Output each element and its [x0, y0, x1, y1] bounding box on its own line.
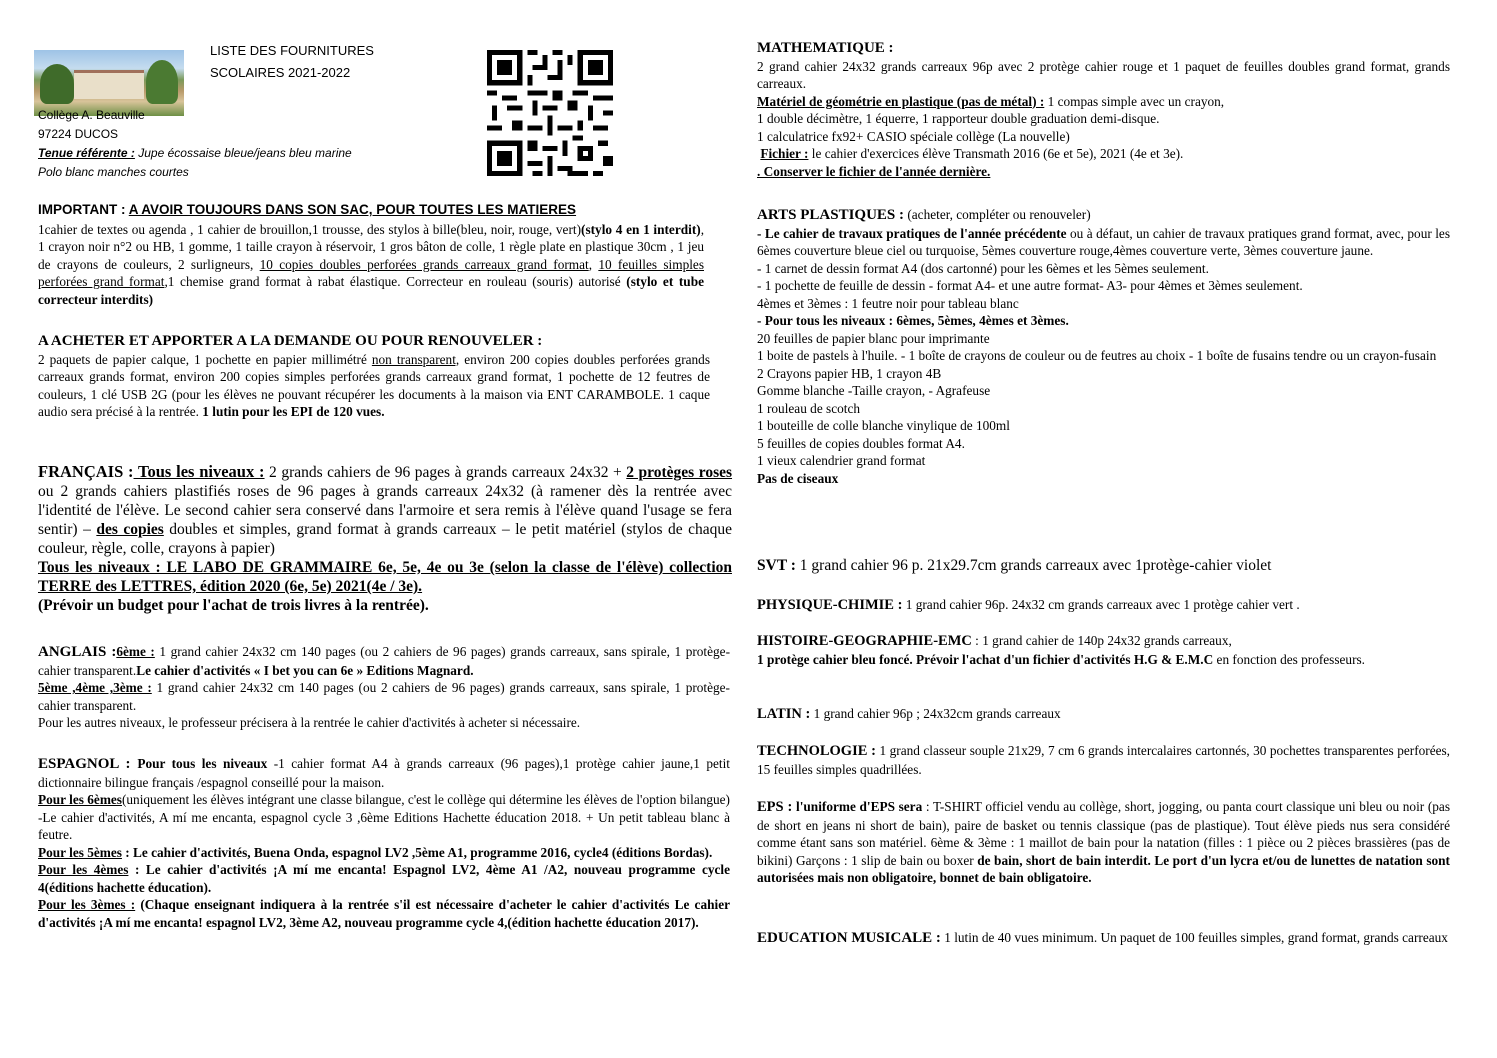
anglais-bold: Le cahier d'activités « I bet you can 6e » Editions Magnard.: [136, 662, 474, 678]
histoire-label: HISTOIRE-GEOGRAPHIE-EMC: [757, 633, 972, 649]
physique-text: 1 grand cahier 96p. 24x32 cm grands carreaux avec 1 protège cahier vert .: [902, 597, 1300, 612]
acheter-heading: A ACHETER ET APPORTER A LA DEMANDE OU POUR RENOUVELER :: [38, 333, 543, 349]
important-label: IMPORTANT :: [38, 202, 129, 217]
tree-shape: [40, 64, 74, 104]
important-bold: (stylo et tube correcteur interdits): [38, 274, 704, 307]
francais-section: [38, 462, 732, 615]
latin-section: [757, 705, 1450, 724]
musique-text: 1 lutin de 40 vues minimum. Un paquet de 100 feuilles simples, grand format, grands carreaux: [940, 930, 1448, 945]
eps-label: EPS :: [757, 799, 793, 815]
anglais-5eme: 5ème ,4ème ,3ème :: [38, 680, 152, 695]
arts-item: 1 boite de pastels à l'huile. - 1 boîte de crayons de couleur ou de feutres au choix - 1 boîte de fusains tendre ou un crayon-fusain: [757, 348, 1437, 363]
important-text: 1cahier de textes ou agenda , 1 cahier de brouillon,1 trousse, des stylos à bille(bleu, noir, rouge, vert): [38, 221, 582, 237]
important-bold: (stylo 4 en 1 interdit): [581, 221, 701, 237]
francais-text: ou 2 grands cahiers plastifiés roses de 96 pages à grands carreaux 24x32 (à ramener dès la rentrée avec l'identité de l'élève. Le second cahier sera conservé dans l'armoire et sera remis à l'élève quand l'usage se fera sentir) –: [38, 483, 732, 538]
physique-section: [757, 596, 1450, 615]
anglais-section: [38, 643, 730, 732]
anglais-6eme: 6ème :: [116, 644, 155, 659]
svt-text: 1 grand cahier 96 p. 21x29.7cm grands carreaux avec 1protège-cahier violet: [795, 557, 1272, 574]
important-heading: A AVOIR TOUJOURS DANS SON SAC, POUR TOUTES LES MATIERES: [128, 202, 577, 217]
arts-item: - Pour tous les niveaux : 6èmes, 5èmes, 4èmes et 3èmes.: [757, 313, 1069, 328]
qr-code: [486, 50, 614, 176]
eps-bold: de bain, short de bain interdit. Le port d'un lycra et/ou de lunettes de natation sont autorisées mais non obligatoire, bonnet de bain obligatoire.: [757, 852, 1450, 885]
latin-label: LATIN :: [757, 706, 811, 722]
anglais-text: 1 grand cahier 24x32 cm 140 pages (ou 2 cahiers de 96 pages) grands carreaux, sans spirale, 1 protège-cahier transparent.: [38, 644, 731, 678]
anglais-label: ANGLAIS :: [38, 644, 117, 660]
arts-item: 5 feuilles de copies doubles format A4.: [757, 435, 965, 451]
important-underline: 10 feuilles simples perforées grand format: [38, 256, 704, 289]
francais-labo: Tous les niveaux : LE LABO DE GRAMMAIRE 6e, 5e, 4e ou 3e (selon la classe de l'élève) collection TERRE des LETTRES, édition 2020 (6e, 5e) 2021(4e / 3e).: [38, 559, 732, 595]
school-name: Collège A. Beauville: [38, 108, 145, 122]
espagnol-text: : Le cahier d'activités ¡A mí me encanta! Espagnol LV2, 4ème A1 /A2, nouveau programme cycle 4(éditions hachette éducation).: [38, 862, 731, 895]
school-info: [38, 106, 352, 182]
arts-item: Pas de ciseaux: [757, 470, 839, 486]
histoire-text: : 1 grand cahier de 140p 24x32 grands carreaux,: [971, 633, 1232, 648]
maths-text: 1 calculatrice fx92+ CASIO spéciale collège (La nouvelle): [757, 128, 1070, 144]
arts-item: 1 vieux calendrier grand format: [757, 453, 926, 468]
arts-heading: ARTS PLASTIQUES :: [757, 207, 905, 223]
espagnol-label: ESPAGNOL :: [38, 756, 138, 772]
techno-text: 1 grand classeur souple 21x29, 7 cm 6 grands intercalaires cartonnés, 30 pochettes transparentes perforées, 15 feuilles simples quadrillées.: [757, 743, 1450, 777]
maths-text: 2 grand cahier 24x32 grands carreaux 96p avec 2 protège cahier rouge et 1 paquet de feuilles doubles grand format, grands carreaux.: [757, 58, 1450, 91]
francais-text: 2 grands cahiers de 96 pages à grands carreaux 24x32 +: [264, 464, 627, 481]
acheter-section: [38, 333, 710, 421]
tenue-label: Tenue référente :: [38, 146, 135, 160]
document-title: [210, 40, 374, 84]
arts-item: - 1 carnet de dessin format A4 (dos cartonné) pour les 6èmes et les 5èmes seulement.: [757, 260, 1209, 276]
latin-text: 1 grand cahier 96p ; 24x32cm grands carreaux: [810, 706, 1061, 721]
espagnol-text: (Chaque enseignant indiquera à la rentrée s'il est nécessaire d'acheter le cahier d'activités Le cahier d'activités ¡A mí me encanta! espagnol LV2, 3ème A2, nouveau programme cycle 4,(édition hachette éducation 2017).: [38, 897, 730, 930]
arts-item: 2 Crayons papier HB, 1 crayon 4B: [757, 365, 942, 381]
espagnol-6emes: Pour les 6èmes: [38, 792, 122, 807]
title-line-1: LISTE DES FOURNITURES: [210, 43, 374, 58]
school-city: 97224 DUCOS: [38, 127, 119, 141]
important-underline: 10 copies doubles perforées grands carreaux grand format: [259, 256, 589, 272]
important-text: ,1 chemise grand format à rabat élastique. Correcteur en rouleau (souris) autorisé: [164, 274, 627, 289]
arts-bold: - Le cahier de travaux pratiques de l'année précédente: [757, 225, 1067, 241]
svt-section: [757, 556, 1450, 575]
musique-label: EDUCATION MUSICALE :: [757, 930, 941, 946]
arts-item: 20 feuilles de papier blanc pour imprimante: [757, 330, 990, 346]
maths-geometrie: Matériel de géométrie en plastique (pas de métal) :: [757, 93, 1045, 109]
musique-section: [757, 929, 1450, 948]
eps-bold: l'uniforme d'EPS sera: [792, 799, 923, 814]
arts-item: 1 rouleau de scotch: [757, 400, 861, 416]
maths-section: [757, 40, 1450, 180]
eps-text: : T-SHIRT officiel vendu au collège, short, jogging, ou panta court classique uni bleu ou noir (pas de short en jeans ni short de bain), paire de basket ou tennis classique (pas de plastique). Tout élève pieds nus sera considéré comme étant sans son matériel. 6ème & 3ème : 1 maillot de bain pour la natation (filles : 1 pièce ou 2 pièces brassières (pas de bikini) Garçons : 1 slip de bain ou boxer: [757, 799, 1450, 868]
arts-item: 4èmes et 3èmes : 1 feutre noir pour tableau blanc: [757, 295, 1019, 311]
arts-item: - 1 pochette de feuille de dessin - format A4- et une autre format- A3- pour 4èmes et 3èmes seulement.: [757, 278, 1303, 293]
techno-label: TECHNOLOGIE :: [757, 743, 877, 759]
arts-item: 1 bouteille de colle blanche vinylique de 100ml: [757, 418, 1010, 433]
francais-budget: (Prévoir un budget pour l'achat de trois livres à la rentrée).: [38, 597, 429, 614]
espagnol-text: : Le cahier d'activités, Buena Onda, espagnol LV2 ,5ème A1, programme 2016, cycle4 (éditions Bordas).: [121, 844, 713, 860]
francais-niveaux: Tous les niveaux :: [133, 462, 265, 481]
arts-text: ou à défaut, un cahier de travaux pratiques grand format, avec, pour les 6èmes couverture bleue ciel ou turquoise, 5èmes couverture rouge,4èmes couverture verte, 3èmes couverture jaune.: [757, 225, 1450, 258]
building-shape: [74, 70, 144, 99]
tree-shape: [146, 60, 178, 104]
francais-underline: 2 protèges roses: [626, 464, 733, 481]
tenue-text: Jupe écossaise bleue/jeans bleu marine: [134, 146, 352, 160]
espagnol-section: [38, 755, 730, 931]
arts-section: [757, 206, 1450, 487]
anglais-autres: Pour les autres niveaux, le professeur précisera à la rentrée le cahier d'activités à acheter si nécessaire.: [38, 715, 581, 730]
espagnol-5emes: Pour les 5èmes: [38, 844, 122, 860]
histoire-text: en fonction des professeurs.: [1213, 651, 1365, 667]
maths-conserver: . Conserver le fichier de l'année dernière.: [757, 163, 991, 179]
espagnol-text: (uniquement les élèves intégrant une classe bilangue, c'est le collège qui détermine les élèves de l'option bilangue) -Le cahier d'activités, A mí me encanta, espagnol cycle 3 ,6ème Editions Hachette éducation 2018. + Un petit tableau blanc à feutre.: [38, 792, 730, 842]
physique-label: PHYSIQUE-CHIMIE :: [757, 597, 903, 613]
maths-heading: MATHEMATIQUE :: [757, 40, 894, 56]
acheter-bold: 1 lutin pour les EPI de 120 vues.: [202, 404, 385, 419]
important-text: , 1 crayon noir n°2 ou HB, 1 gomme, 1 taille crayon à réservoir, 1 gros bâton de colle, 1 règle plate en plastique 30cm , 1 jeu de crayons de couleurs, 2 surligneurs,: [38, 221, 705, 272]
eps-section: [757, 798, 1450, 887]
histoire-section: [757, 632, 1450, 668]
acheter-text: environ 200 copies doubles perforées grands carreaux grands format, environ 200 copies simples perforées grands carreaux grand format, 1 pochette de 12 feutres de couleurs, 1 clé USB 2G (pour les élèves ne pouvant récupérer les documents à la maison via ENT CARAMBOLE. 1 caque audio sera précisé à la rentrée.: [38, 351, 710, 419]
polo-text: Polo blanc manches courtes: [38, 165, 189, 179]
francais-underline: des copies: [96, 521, 164, 538]
title-line-2: SCOLAIRES 2021-2022: [210, 65, 351, 80]
maths-text: 1 double décimètre, 1 équerre, 1 rapporteur double graduation demi-disque.: [757, 111, 1160, 126]
acheter-text: 2 paquets de papier calque, 1 pochette en papier millimétré: [38, 351, 372, 367]
important-text: ,: [588, 256, 599, 272]
arts-sub: (acheter, compléter ou renouveler): [904, 207, 1091, 222]
techno-section: [757, 742, 1450, 778]
maths-fichier: Fichier :: [760, 146, 809, 161]
francais-text: doubles et simples, grand format à grands carreaux – le petit matériel (stylos de chaque couleur, règle, colle, crayons à papier): [38, 521, 732, 557]
espagnol-4emes: Pour les 4èmes: [38, 862, 129, 877]
histoire-bold: 1 protège cahier bleu foncé. Prévoir l'achat d'un fichier d'activités H.G & E.M.C: [757, 651, 1214, 667]
important-section: [38, 201, 704, 308]
arts-item: Gomme blanche -Taille crayon, - Agrafeuse: [757, 383, 991, 398]
francais-label: FRANÇAIS :: [38, 462, 134, 481]
espagnol-niveaux: Pour tous les niveaux: [137, 756, 268, 771]
maths-text: 1 compas simple avec un crayon,: [1044, 93, 1225, 109]
acheter-underline: non transparent,: [371, 351, 460, 367]
maths-text: le cahier d'exercices élève Transmath 2016 (6e et 5e), 2021 (4e et 3e).: [808, 146, 1184, 161]
espagnol-text: -1 cahier format A4 à grands carreaux (96 pages),1 protège cahier jaune,1 petit dictionnaire bilingue français /espagnol conseillé pour la maison.: [38, 756, 730, 790]
svt-label: SVT :: [757, 557, 796, 574]
espagnol-3emes: Pour les 3èmes :: [38, 897, 136, 912]
anglais-text: 1 grand cahier 24x32 cm 140 pages (ou 2 cahiers de 96 pages) grands carreaux, sans spirale, 1 protège-cahier transparent.: [38, 680, 730, 713]
